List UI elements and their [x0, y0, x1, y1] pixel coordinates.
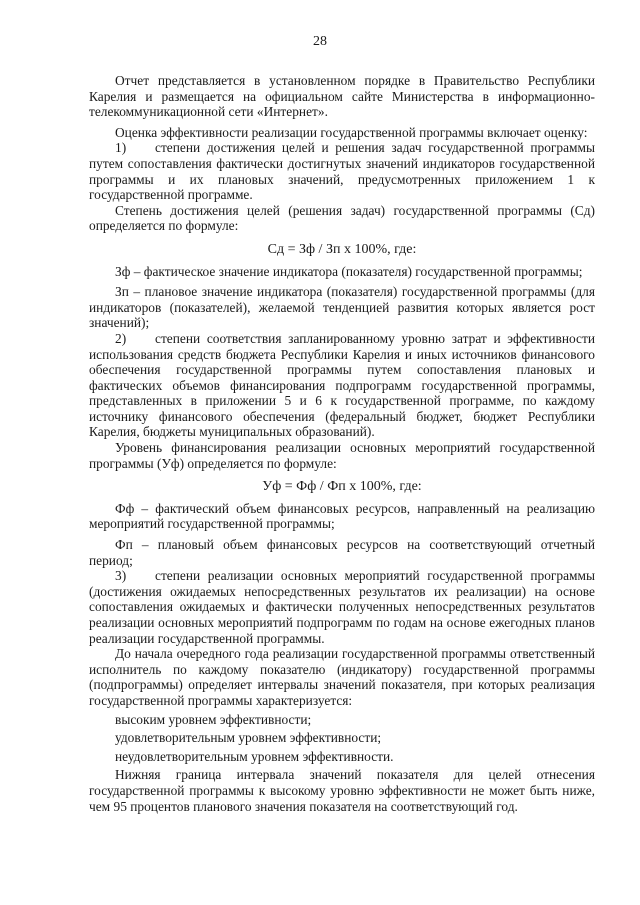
list-item-3-text: степени реализации основных мероприятий государственной программы (достижения ожидаемых непосредственных результатов их реализации) на основе сопоставления ожидаемых и фактически полученных непосредственных результатов реализации основных мероприятий подпрограмм по годам на основе ежегодных планов реализации государственной программы.: [89, 568, 595, 646]
paragraph-intervals: До начала очередного года реализации государственной программы ответственный исполнитель по каждому показателю (индикатору) государственной программы (подпрограммы) определяет интервалы значений показателя, при которых реализация государственной программы характеризуется:: [89, 646, 595, 708]
list-item-2: [89, 331, 595, 440]
list-item-1: [89, 140, 595, 202]
definition-ff: Фф – фактический объем финансовых ресурсов, направленный на реализацию мероприятий государственной программы;: [89, 500, 595, 532]
formula-uf: Уф = Фф / Фп х 100%, где:: [262, 479, 422, 495]
list-item-2-number: 2): [115, 330, 127, 346]
definition-fp: Фп – плановый объем финансовых ресурсов на соответствующий отчетный период;: [89, 537, 595, 568]
paragraph-financing-level: Уровень финансирования реализации основных мероприятий государственной программы (Уф) определяется по формуле:: [89, 440, 595, 471]
definition-zp: Зп – плановое значение индикатора (показателя) государственной программы (для индикаторов (показателей), желаемой тенденцией развития которых является рост значений);: [89, 284, 595, 331]
efficiency-level-high: высоким уровнем эффективности;: [115, 711, 312, 727]
paragraph-report: Отчет представляется в установленном порядке в Правительство Республики Карелия и размещается на официальном сайте Министерства в информационно-телекоммуникационной сети «Интернет».: [89, 73, 595, 120]
efficiency-level-satisfactory: удовлетворительным уровнем эффективности;: [115, 730, 382, 746]
definition-zf: Зф – фактическое значение индикатора (показателя) государственной программы;: [115, 263, 583, 279]
paragraph-lower-bound: Нижняя граница интервала значений показателя для целей отнесения государственной программы к высокому уровню эффективности не может быть ниже, чем 95 процентов планового значения показателя на соответствующий год.: [89, 767, 595, 814]
paragraph-evaluation-intro: Оценка эффективности реализации государственной программы включает оценку:: [115, 124, 588, 140]
efficiency-level-unsatisfactory: неудовлетворительным уровнем эффективности.: [115, 748, 394, 764]
list-item-2-text: степени соответствия запланированному уровню затрат и эффективности использования средств бюджета Республики Карелия и иных источников финансового обеспечения государственной программы путем сопоставления плановых и фактических объемов финансирования подпрограмм государственной программы, представленных в приложении 5 и 6 к государственной программе, по каждому источнику финансового обеспечения (федеральный бюджет, бюджет Республики Карелия, бюджеты муниципальных образований).: [89, 330, 595, 440]
page-number: 28: [313, 34, 327, 49]
list-item-3-number: 3): [115, 568, 127, 584]
paragraph-goal-degree: Степень достижения целей (решения задач) государственной программы (Сд) определяется по формуле:: [89, 202, 595, 234]
formula-sd: Сд = Зф / Зп х 100%, где:: [267, 241, 417, 257]
list-item-3: [89, 568, 595, 646]
list-item-1-number: 1): [115, 140, 127, 156]
list-item-1-text: степени достижения целей и решения задач государственной программы путем сопоставления фактически достигнутых значений индикаторов государственной программы и их плановых значений, предусмотренных приложением 1 к государственной программе.: [89, 140, 595, 203]
document-body: [89, 73, 595, 814]
